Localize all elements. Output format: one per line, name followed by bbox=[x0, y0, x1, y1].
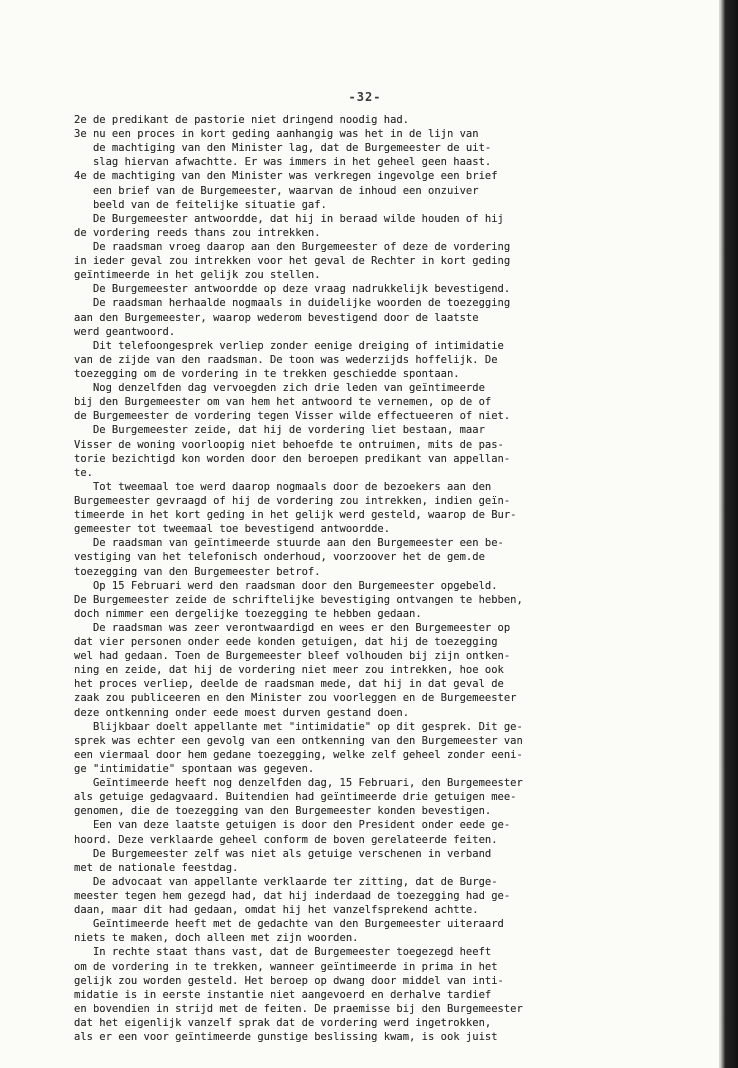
text-line: te. bbox=[74, 466, 93, 479]
text-line: zaak zou publiceeren en den Minister zou voorleggen en de Burgemeester bbox=[74, 692, 517, 705]
text-line: De raadsman vroeg daarop aan den Burgemeester of deze de vordering bbox=[74, 240, 511, 253]
text-line: ning en zeide, dat hij de vordering niet meer zou intrekken, hoe ook bbox=[74, 664, 504, 677]
text-line: Geïntimeerde heeft met de gedachte van den Burgemeester uiteraard bbox=[74, 918, 504, 931]
text-line: doch nimmer een dergelijke toezegging te hebben gedaan. bbox=[74, 607, 422, 620]
text-line: dat vier personen onder eede konden getuigen, dat hij de toezegging bbox=[74, 636, 498, 649]
text-line: 2e de predikant de pastorie niet dringend noodig had. bbox=[74, 114, 410, 126]
text-line: slag hiervan afwachtte. Er was immers in het geheel geen haast. bbox=[74, 156, 492, 169]
text-line: De raadsman van geïntimeerde stuurde aan den Burgemeester een be- bbox=[74, 537, 504, 550]
text-line: en bovendien in strijd met de feiten. De praemisse bij den Burgemeester bbox=[74, 1002, 523, 1015]
text-line: gemeester tot tweemaal toe bevestigend antwoordde. bbox=[74, 523, 391, 536]
text-line: werd geantwoord. bbox=[74, 325, 176, 338]
text-line: De advocaat van appellante verklaarde ter zitting, dat de Burge- bbox=[74, 875, 498, 888]
text-line: geïntimeerde in het gelijk zou stellen. bbox=[74, 269, 321, 282]
text-line: de Burgemeester de vordering tegen Visser wilde effectueeren of niet. bbox=[74, 410, 511, 423]
text-line: 4e de machtiging van den Minister was verkregen ingevolge een brief bbox=[74, 170, 498, 183]
text-line: De raadsman was zeer verontwaardigd en wees er den Burgemeester op bbox=[74, 621, 511, 634]
text-line: timeerde in het kort geding in het gelijk werd gesteld, waarop de Bur- bbox=[74, 509, 517, 522]
text-line: Een van deze laatste getuigen is door den President onder eede ge- bbox=[74, 819, 511, 832]
text-line: daan, maar dit had gedaan, omdat hij het vanzelfsprekend achtte. bbox=[74, 904, 479, 917]
text-line: hoord. Deze verklaarde geheel conform de boven gerelateerde feiten. bbox=[74, 833, 498, 846]
text-line: de machtiging van den Minister lag, dat de Burgemeester de uit- bbox=[74, 142, 492, 155]
scan-edge bbox=[720, 0, 738, 1068]
text-line: De Burgemeester zelf was niet als getuige verschenen in verband bbox=[74, 847, 492, 860]
text-line: aan den Burgemeester, waarop wederom bevestigend door de laatste bbox=[74, 311, 479, 324]
text-line: een viermaal door hem gedane toezegging, welke zelf geheel zonder eeni- bbox=[74, 748, 523, 761]
text-line: met de nationale feestdag. bbox=[74, 861, 239, 874]
text-line: Tot tweemaal toe werd daarop nogmaals door de bezoekers aan den bbox=[74, 480, 492, 493]
text-line: genomen, die de toezegging van den Burgemeester konden bevestigen. bbox=[74, 805, 492, 818]
text-line: toezegging van den Burgemeester betrof. bbox=[74, 565, 321, 578]
text-line: gelijk zou worden gesteld. Het beroep op dwang door middel van inti- bbox=[74, 974, 504, 987]
text-line: niets te maken, doch alleen met zijn woorden. bbox=[74, 932, 359, 945]
text-line: De Burgemeester zeide de schriftelijke bevestiging ontvangen te hebben, bbox=[74, 593, 523, 606]
text-line: toezegging om de vordering in te trekken geschiedde spontaan. bbox=[74, 367, 460, 380]
text-line: De Burgemeester zeide, dat hij de vordering liet bestaan, maar bbox=[74, 424, 485, 437]
text-line: een brief van de Burgemeester, waarvan de inhoud een onzuiver bbox=[74, 184, 479, 197]
text-line: van de zijde van den raadsman. De toon was wederzijds hoffelijk. De bbox=[74, 353, 498, 366]
text-line: Visser de woning voorloopig niet behoefde te ontruimen, mits de pas- bbox=[74, 438, 504, 451]
text-line: vestiging van het telefonisch onderhoud, voorzoover het de gem.de bbox=[74, 551, 485, 564]
text-line: ge "intimidatie" spontaan was gegeven. bbox=[74, 763, 315, 776]
text-line: het proces verliep, deelde de raadsman mede, dat hij in dat geval de bbox=[74, 678, 504, 691]
text-line: De Burgemeester antwoordde, dat hij in beraad wilde houden of hij bbox=[74, 212, 504, 225]
text-line: beeld van de feitelijke situatie gaf. bbox=[74, 198, 327, 211]
text-line: als getuige gedagvaard. Buitendien had geïntimeerde drie getuigen mee- bbox=[74, 791, 517, 804]
text-line: Op 15 Februari werd den raadsman door den Burgemeester opgebeld. bbox=[74, 579, 498, 592]
text-line: Nog denzelfden dag vervoegden zich drie leden van geïntimeerde bbox=[74, 382, 485, 395]
text-line: wel had gedaan. Toen de Burgemeester bleef volhouden bij zijn ontken- bbox=[74, 650, 511, 663]
text-line: De raadsman herhaalde nogmaals in duidelijke woorden de toezegging bbox=[74, 297, 511, 310]
text-line: meester tegen hem gezegd had, dat hij inderdaad de toezegging had ge- bbox=[74, 890, 511, 903]
text-line: In rechte staat thans vast, dat de Burgemeester toegezegd heeft bbox=[74, 946, 492, 959]
text-line: de vordering reeds thans zou intrekken. bbox=[74, 226, 321, 239]
text-line: Dit telefoongesprek verliep zonder eenige dreiging of intimidatie bbox=[74, 339, 504, 352]
text-line: Geïntimeerde heeft nog denzelfden dag, 15 Februari, den Burgemeester bbox=[74, 777, 523, 790]
document-body bbox=[74, 113, 648, 1044]
text-line: sprek was echter een gevolg van een ontkenning van den Burgemeester van bbox=[74, 734, 523, 747]
text-line: bij den Burgemeester om van hem het antwoord te vernemen, op de of bbox=[74, 396, 492, 409]
text-line: Burgemeester gevraagd of hij de vordering zou intrekken, indien geïn- bbox=[74, 494, 511, 507]
text-line: De Burgemeester antwoordde op deze vraag nadrukkelijk bevestigend. bbox=[74, 283, 511, 296]
text-line: torie bezichtigd kon worden door den beroepen predikant van appellan- bbox=[74, 452, 511, 465]
text-line: als er een voor geïntimeerde gunstige beslissing kwam, is ook juist bbox=[74, 1031, 498, 1044]
text-line: deze ontkenning onder eede moest durven gestand doen. bbox=[74, 706, 410, 719]
text-line: midatie is in eerste instantie niet aangevoerd en derhalve tardief bbox=[74, 988, 492, 1001]
text-line: dat het eigenlijk vanzelf sprak dat de vordering werd ingetrokken, bbox=[74, 1017, 492, 1029]
text-line: Blijkbaar doelt appellante met "intimidatie" op dit gesprek. Dit ge- bbox=[74, 720, 523, 733]
page-number: -32- bbox=[348, 90, 382, 104]
text-line: om de vordering in te trekken, wanneer geïntimeerde in prima in het bbox=[74, 960, 498, 973]
text-line: 3e nu een proces in kort geding aanhangig was het in de lijn van bbox=[74, 128, 479, 141]
text-line: in ieder geval zou intrekken voor het geval de Rechter in kort geding bbox=[74, 255, 511, 268]
